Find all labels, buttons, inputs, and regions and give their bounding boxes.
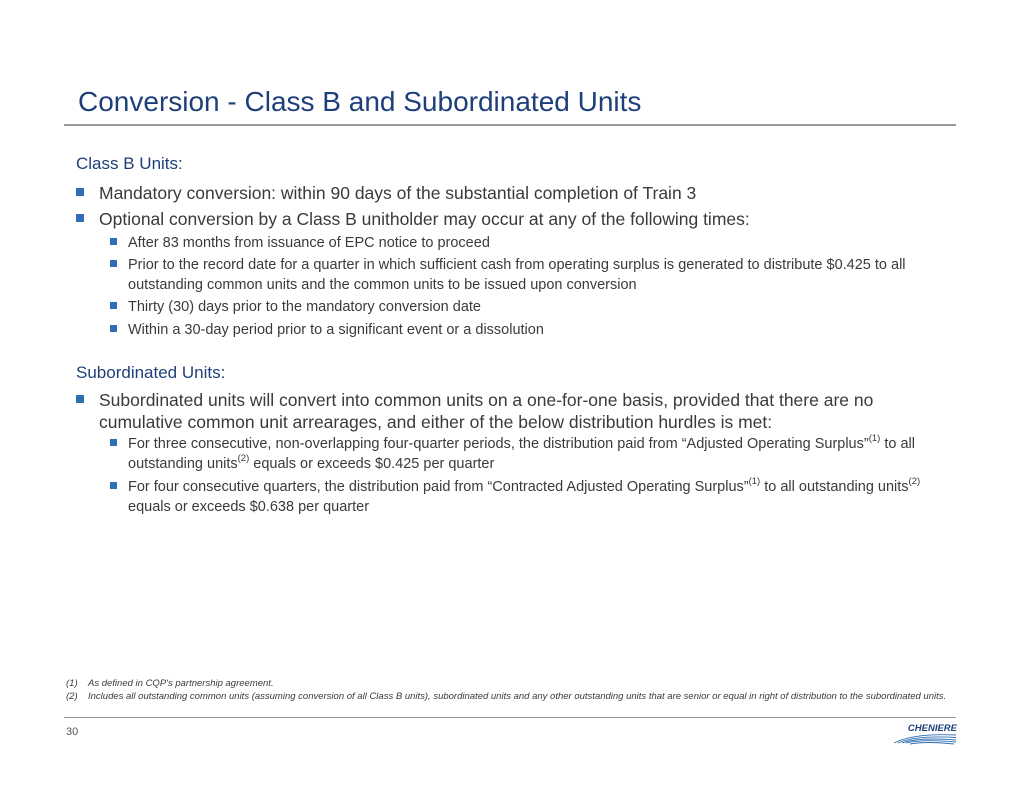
bullet-text: Mandatory conversion: within 90 days of the substantial completion of Train 3 — [99, 183, 697, 203]
bullet-square-icon — [110, 260, 117, 267]
footnote-1 — [66, 677, 956, 690]
bullet-square-icon — [76, 214, 84, 222]
bullet-square-icon — [110, 325, 117, 332]
footnote-ref: (1) — [868, 433, 881, 445]
text-part: For four consecutive quarters, the distribution paid from “Contracted Adjusted Operating Surplus” — [128, 479, 749, 495]
footnotes — [66, 677, 956, 703]
bullet-square-icon — [110, 238, 117, 245]
sub-bullet-text: After 83 months from issuance of EPC notice to proceed — [128, 235, 490, 251]
class-b-sub-bullet-record-date — [110, 255, 955, 295]
text-part: to all outstanding units — [128, 436, 915, 472]
footnote-ref: (2) — [237, 453, 250, 465]
sub-bullet-text: Thirty (30) days prior to the mandatory conversion date — [128, 299, 481, 315]
class-b-sub-bullet-epc — [110, 233, 955, 253]
logo-text: CHENIERE — [907, 723, 957, 734]
bullet-square-icon — [76, 395, 84, 403]
text-part: For three consecutive, non-overlapping four-quarter periods, the distribution paid from “Adjusted Operating Surplus” — [128, 436, 869, 452]
subordinated-sub-bullet-four-quarters — [110, 477, 955, 517]
footnote-text: Includes all outstanding common units (assuming conversion of all Class B units), subordinated units and any other outstanding units that are senior or equal in right of distribution to the subordinated units. — [88, 691, 947, 702]
footer-divider — [64, 717, 956, 718]
class-b-sub-bullet-significant-event — [110, 320, 955, 340]
footnote-mark: (1) — [66, 678, 78, 689]
cheniere-logo — [892, 721, 958, 745]
slide-title: Conversion - Class B and Subordinated Units — [78, 86, 642, 117]
bullet-text: Optional conversion by a Class B unitholder may occur at any of the following times: — [99, 209, 750, 229]
text-part: to all outstanding units — [760, 479, 909, 495]
class-b-bullet-mandatory — [76, 182, 946, 204]
sub-bullet-text: Within a 30-day period prior to a significant event or a dissolution — [128, 322, 544, 338]
subordinated-sub-bullet-three-periods — [110, 434, 955, 474]
bullet-square-icon — [76, 188, 84, 196]
footnote-ref: (1) — [748, 476, 761, 488]
cheniere-wave-icon — [894, 735, 956, 744]
footnote-text: As defined in CQP's partnership agreement. — [88, 678, 274, 689]
bullet-square-icon — [110, 482, 117, 489]
sub-bullet-text — [128, 434, 955, 474]
page-number: 30 — [66, 726, 79, 738]
class-b-bullet-optional — [76, 208, 946, 230]
bullet-square-icon — [110, 439, 117, 446]
sub-bullet-text: Prior to the record date for a quarter in which sufficient cash from operating surplus is generated to distribute $0.425 to all outstanding common units and the common units to be issued upon conversion — [128, 257, 906, 293]
subordinated-heading: Subordinated Units: — [76, 363, 226, 382]
class-b-sub-bullet-thirty-days — [110, 297, 955, 317]
footnote-ref: (2) — [908, 476, 921, 488]
text-part: equals or exceeds $0.425 per quarter — [249, 456, 495, 472]
footnote-2 — [66, 690, 956, 703]
subordinated-bullet — [76, 389, 946, 433]
sub-bullet-text — [128, 477, 955, 517]
bullet-text: Subordinated units will convert into common units on a one-for-one basis, provided that there are no cumulative common unit arrearages, and either of the below distribution hurdles is met: — [99, 390, 874, 432]
title-divider — [64, 124, 956, 126]
class-b-heading: Class B Units: — [76, 154, 183, 173]
bullet-square-icon — [110, 302, 117, 309]
footnote-mark: (2) — [66, 691, 78, 702]
text-part: equals or exceeds $0.638 per quarter — [128, 499, 370, 515]
